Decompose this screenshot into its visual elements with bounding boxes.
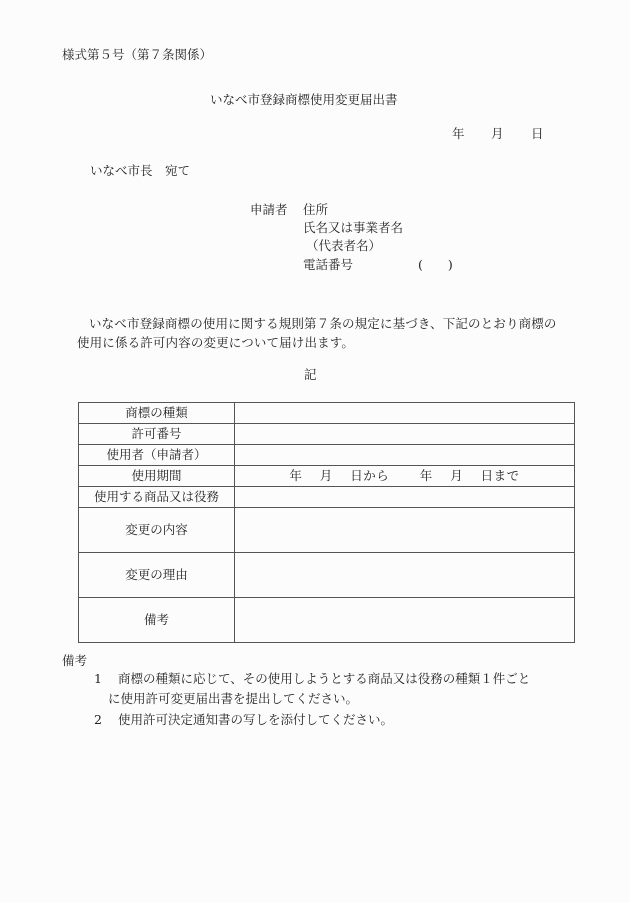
table-row-user [79,445,575,466]
note-text: 商標の種類に応じて、その使用しようとする商品又は役務の種類１件ごと [118,671,531,686]
note-item-2 [94,714,393,727]
row-label: 変更の内容 [79,508,235,553]
row-label: 使用者（申請者） [79,445,235,466]
trademark-type-field[interactable] [235,403,575,424]
row-label: 使用期間 [79,466,235,487]
form-number: 様式第５号（第７条関係） [62,47,213,62]
table-row-permit-number [79,424,575,445]
addressee: いなべ市長 宛て [90,163,191,178]
applicant-label: 申請者 [250,202,288,217]
phone-area-code-parens: ( ) [418,257,453,272]
row-label: 変更の理由 [79,553,235,598]
table-row-change-reason [79,553,575,598]
row-label: 許可番号 [79,424,235,445]
row-label: 商標の種類 [79,403,235,424]
date-day-label: 日 [531,126,544,141]
table-row-usage-period [79,466,575,487]
body-paragraph: いなべ市登録商標の使用に関する規則第７条の規定に基づき、下記のとおり商標の使用に係る許可内容の変更について届け出ます。 [77,316,557,350]
note-number: 1 [94,671,102,686]
remarks-field[interactable] [235,598,575,643]
change-reason-field[interactable] [235,553,575,598]
goods-services-field[interactable] [235,487,575,508]
row-label: 備考 [79,598,235,643]
table-row-trademark-type [79,403,575,424]
note-number: 2 [94,712,102,727]
user-field[interactable] [235,445,575,466]
representative-label: （代表者名） [306,238,382,253]
date-year-label: 年 [452,126,465,141]
phone-label: 電話番号 [303,257,354,272]
address-label: 住所 [303,202,329,217]
row-label: 使用する商品又は役務 [79,487,235,508]
permit-number-field[interactable] [235,424,575,445]
note-text: 使用許可決定通知書の写しを添付してください。 [118,712,394,727]
document-title: いなべ市登録商標使用変更届出書 [210,92,398,107]
table-row-remarks [79,598,575,643]
form-table [78,402,575,643]
usage-period-field[interactable]: 年 月 日から 年 月 日まで [235,466,575,487]
notes-heading: 備考 [62,653,88,668]
note-item-1-continuation: に使用許可変更届出書を提出してください。 [108,691,359,706]
ki-heading: 記 [304,367,317,382]
table-row-change-content [79,508,575,553]
note-item-1 [94,673,530,686]
change-content-field[interactable] [235,508,575,553]
name-label: 氏名又は事業者名 [303,220,404,235]
date-month-label: 月 [491,126,504,141]
table-row-goods-services [79,487,575,508]
